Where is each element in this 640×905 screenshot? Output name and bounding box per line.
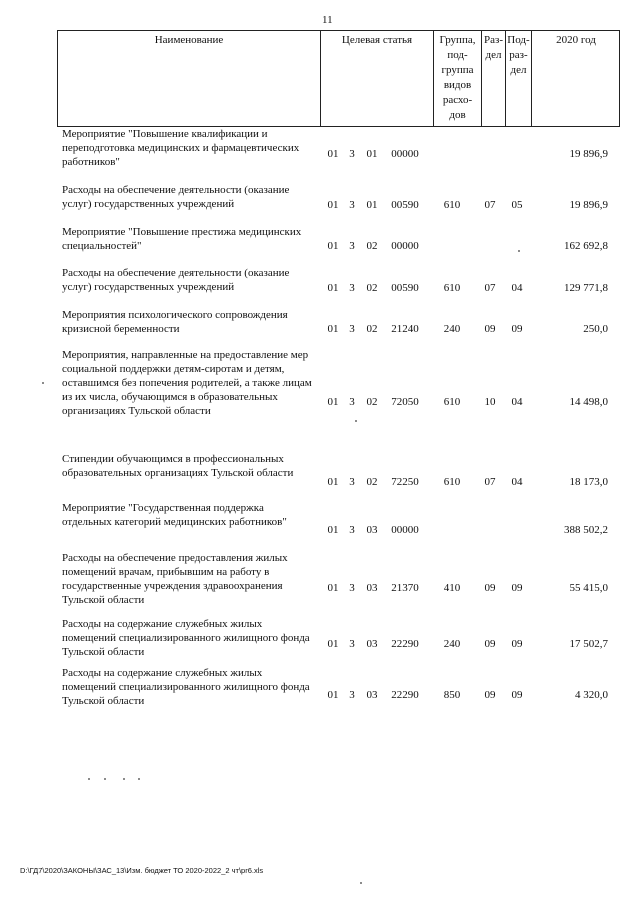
row-b: 3 [349, 396, 355, 408]
row-name: Расходы на обеспечение деятельности (оказание услуг) государственных учреждений [62, 267, 290, 293]
table-row [0, 501, 640, 549]
page-number: 11 [322, 14, 333, 26]
row-c: 02 [366, 240, 378, 252]
row-subsection: 09 [511, 689, 523, 701]
row-d: 00590 [391, 282, 419, 294]
row-group: 850 [443, 689, 461, 701]
table-header [57, 30, 620, 127]
row-a: 01 [327, 323, 339, 335]
row-group: 610 [443, 476, 461, 488]
header-target: Целевая статья [341, 34, 413, 46]
header-section: Раз- дел [483, 34, 503, 61]
row-c: 02 [366, 476, 378, 488]
row-c: 01 [366, 199, 378, 211]
row-section: 09 [484, 582, 496, 594]
row-subsection: 04 [511, 396, 523, 408]
row-group: 610 [443, 396, 461, 408]
row-b: 3 [349, 240, 355, 252]
row-a: 01 [327, 476, 339, 488]
row-a: 01 [327, 148, 339, 160]
row-group: 610 [443, 282, 461, 294]
table-row [0, 617, 640, 665]
row-b: 3 [349, 282, 355, 294]
row-name: Мероприятие "Повышение квалификации и переподготовка медицинских и фармацевтических работников" [62, 128, 300, 168]
row-d: 22290 [391, 638, 419, 650]
row-b: 3 [349, 476, 355, 488]
row-amount: 19 896,9 [569, 199, 608, 211]
row-amount: 250,0 [583, 323, 608, 335]
row-amount: 162 692,8 [564, 240, 608, 252]
row-section: 07 [484, 476, 496, 488]
header-name: Наименование [154, 34, 224, 46]
row-d: 22290 [391, 689, 419, 701]
row-c: 01 [366, 148, 378, 160]
row-b: 3 [349, 524, 355, 536]
row-section: 09 [484, 323, 496, 335]
table-row [0, 666, 640, 714]
row-amount: 18 173,0 [569, 476, 608, 488]
row-c: 02 [366, 323, 378, 335]
row-amount: 129 771,8 [564, 282, 608, 294]
row-d: 21370 [391, 582, 419, 594]
row-d: 00000 [391, 148, 419, 160]
row-c: 03 [366, 582, 378, 594]
row-b: 3 [349, 148, 355, 160]
row-group: 410 [443, 582, 461, 594]
row-subsection: 04 [511, 476, 523, 488]
row-subsection: 05 [511, 199, 523, 211]
table-row [0, 183, 640, 217]
row-subsection: 09 [511, 582, 523, 594]
row-b: 3 [349, 323, 355, 335]
table-row [0, 452, 640, 500]
row-b: 3 [349, 638, 355, 650]
row-name: Мероприятие "Повышение престижа медицинских специальностей" [62, 226, 302, 252]
row-section: 07 [484, 199, 496, 211]
row-amount: 388 502,2 [564, 524, 608, 536]
row-amount: 17 502,7 [569, 638, 608, 650]
row-name: Стипендии обучающимся в профессиональных образовательных организациях Тульской области [62, 453, 294, 479]
row-a: 01 [327, 524, 339, 536]
row-name: Мероприятия психологического сопровождения кризисной беременности [62, 309, 288, 335]
row-amount: 14 498,0 [569, 396, 608, 408]
row-b: 3 [349, 199, 355, 211]
table-row [0, 308, 640, 342]
row-group: 240 [443, 638, 461, 650]
row-d: 72250 [391, 476, 419, 488]
row-a: 01 [327, 638, 339, 650]
row-a: 01 [327, 240, 339, 252]
table-row [0, 266, 640, 300]
row-group: 240 [443, 323, 461, 335]
row-section: 09 [484, 638, 496, 650]
row-c: 03 [366, 638, 378, 650]
row-a: 01 [327, 396, 339, 408]
table-row [0, 551, 640, 613]
row-b: 3 [349, 582, 355, 594]
file-path-footer: D:\ГД7\2020\ЗАКОНЫ\ЗАС_13\Изм. бюджет ТО 2020-2022_2 чт\pr6.xls [20, 866, 264, 875]
row-section: 09 [484, 689, 496, 701]
row-name: Расходы на содержание служебных жилых помещений специализированного жилищного фонда Тульской области [62, 667, 310, 707]
row-name: Расходы на обеспечение деятельности (оказание услуг) государственных учреждений [62, 184, 290, 210]
row-a: 01 [327, 282, 339, 294]
row-section: 10 [484, 396, 496, 408]
row-d: 00000 [391, 240, 419, 252]
row-d: 00590 [391, 199, 419, 211]
row-d: 21240 [391, 323, 419, 335]
row-subsection: 04 [511, 282, 523, 294]
row-name: Мероприятие "Государственная поддержка отдельных категорий медицинских работников" [62, 502, 287, 528]
row-d: 72050 [391, 396, 419, 408]
row-b: 3 [349, 689, 355, 701]
row-a: 01 [327, 689, 339, 701]
row-name: Расходы на содержание служебных жилых помещений специализированного жилищного фонда Тульской области [62, 618, 310, 658]
header-group: Группа, под- группа видов расхо- дов [439, 34, 476, 121]
row-c: 03 [366, 689, 378, 701]
row-subsection: 09 [511, 323, 523, 335]
row-c: 02 [366, 282, 378, 294]
row-subsection: 09 [511, 638, 523, 650]
row-amount: 55 415,0 [569, 582, 608, 594]
table-row [0, 127, 640, 175]
table-row [0, 348, 640, 446]
row-amount: 4 320,0 [575, 689, 608, 701]
row-d: 00000 [391, 524, 419, 536]
row-section: 07 [484, 282, 496, 294]
table-row [0, 225, 640, 259]
row-c: 03 [366, 524, 378, 536]
row-c: 02 [366, 396, 378, 408]
row-a: 01 [327, 199, 339, 211]
header-subsection: Под- раз- дел [507, 34, 530, 76]
row-name: Мероприятия, направленные на предоставление мер социальной поддержки детям-сиротам и детям, оставшимся без попечения родителей, а также лицам из их числа, обучающимся в образовательных организациях Тульской области [62, 349, 312, 417]
row-name: Расходы на обеспечение предоставления жилых помещений врачам, прибывшим на работу в государственные учреждения здравоохранения Тульской области [62, 552, 288, 606]
header-year: 2020 год [556, 34, 596, 46]
row-a: 01 [327, 582, 339, 594]
row-group: 610 [443, 199, 461, 211]
row-amount: 19 896,9 [569, 148, 608, 160]
